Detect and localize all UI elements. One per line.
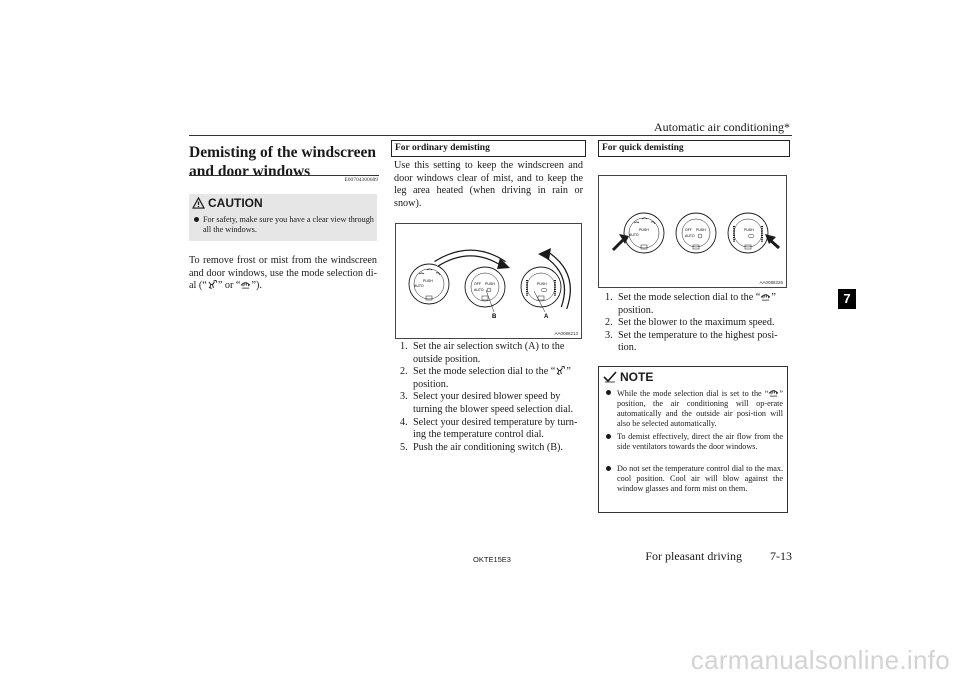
note-text: ” position, the air conditioning will op-erate automatically and the outside air posi-tion will also be selected automatically. [617,389,783,428]
dial-label: AUTO [414,284,424,288]
reference-code: E00704300689 [344,177,378,183]
list-item [600,317,788,330]
dial-label: AUTO [629,233,639,237]
dial-label: PUSH [744,228,754,232]
windscreen-defrost-icon [760,292,771,301]
header-rule [189,135,792,136]
bullet-icon [606,434,611,439]
dial-label: PUSH [423,279,433,283]
watermark-text: carmanualsonline.info [690,645,950,675]
step-text: Set the temperature to the highest posi-tion. [618,329,778,354]
step-number: 2. [605,317,613,329]
note-item-3: Do not set the temperature control dial to the max. cool position. Cool air will blow against the window glasses and form mist on them. [617,464,783,493]
intro-text-1: To remove frost or mist from the windscreen and door windows, use the mode selection di-al (“ [189,255,377,292]
document-code: OKTE15E3 [473,555,511,564]
step-text: Set the mode selection dial to the “ [618,292,761,303]
bullet-icon [606,390,611,395]
step-text: Select your desired blower speed by turning the blower speed selection dial. [413,391,574,415]
running-header: Automatic air conditioning* [654,120,790,134]
dial-label: PUSH [537,282,547,286]
step-number: 1. [400,341,408,352]
ordinary-demisting-steps [395,341,580,454]
step-text: Set the mode selection dial to the “ [413,366,556,378]
note-text: While the mode selection dial is set to the “ [617,389,769,398]
dial-label: AUTO [474,288,484,292]
control-panel-illustration [599,176,786,287]
warning-triangle-icon [192,197,205,209]
list-item [395,366,580,391]
figure-code: AA0088213 [554,331,578,336]
dial-label: AUTO [685,234,695,238]
title-line-1: Demisting of the windscreen [189,144,376,161]
ordinary-demisting-heading: For ordinary demisting [391,140,586,157]
page-number: 7-13 [770,549,792,563]
step-text: ” position. [413,366,571,390]
quick-demisting-figure [598,175,787,288]
control-panel-illustration [396,224,581,338]
section-tab: 7 [838,289,856,309]
quick-demisting-steps [600,292,788,355]
quick-demisting-heading: For quick demisting [598,140,790,157]
caution-item: For safety, make sure you have a clear view through all the windows. [203,215,374,234]
step-number: 1. [605,292,613,303]
intro-text-3: ”). [251,280,262,292]
bullet-icon [194,217,199,222]
intro-text-2: ” or “ [217,280,241,292]
step-number: 2. [400,366,408,378]
windscreen-defrost-icon [768,388,779,397]
dial-label: PUSH [639,228,649,232]
title-line-2: and door windows [189,163,311,180]
note-label: NOTE [620,370,654,384]
list-item [600,330,788,355]
step-number: 5. [400,441,408,453]
footer-section-title: For pleasant driving [645,549,742,563]
list-item [395,341,580,366]
floor-defrost-icon [555,366,566,375]
step-text: Set the blower to the maximum speed. [618,317,775,329]
note-item-1 [617,388,783,429]
dial-label: OFF [474,282,481,286]
list-item [395,442,580,455]
list-item [395,417,580,442]
step-number: 4. [400,416,408,428]
note-box [598,366,788,513]
caution-header [192,196,263,210]
caution-label: CAUTION [208,196,263,210]
figure-code: AA0088226 [759,280,783,285]
dial-label: PUSH [696,228,706,232]
note-item-2: To demist effectively, direct the air flow from the side ventilators towards the door windows. [617,432,783,451]
caution-box [189,194,377,241]
list-item [600,292,788,317]
ordinary-demisting-figure [395,223,582,339]
callout-label-a: A [544,314,549,320]
step-number: 3. [605,329,613,341]
step-text: ” position. [618,292,776,316]
list-item [395,391,580,416]
dial-label: PUSH [485,282,495,286]
step-text: Select your desired temperature by turn-ing the temperature control dial. [413,416,578,441]
step-text: Set the air selection switch (A) to the outside position. [413,341,565,365]
dial-label: OFF [685,228,692,232]
callout-label-b: B [492,314,497,320]
note-check-icon [603,371,617,383]
step-number: 3. [400,391,408,403]
floor-defrost-icon [207,280,218,289]
step-text: Push the air conditioning switch (B). [413,441,563,453]
ordinary-demisting-text: Use this setting to keep the windscreen and door windows clear of mist, and to keep the leg area heated (when driving in rain or snow). [394,160,583,209]
intro-paragraph [189,255,377,293]
bullet-icon [606,466,611,471]
watermark-bar [0,640,960,679]
windscreen-defrost-icon [240,280,251,289]
note-header [603,370,653,384]
title-rule [189,175,379,176]
